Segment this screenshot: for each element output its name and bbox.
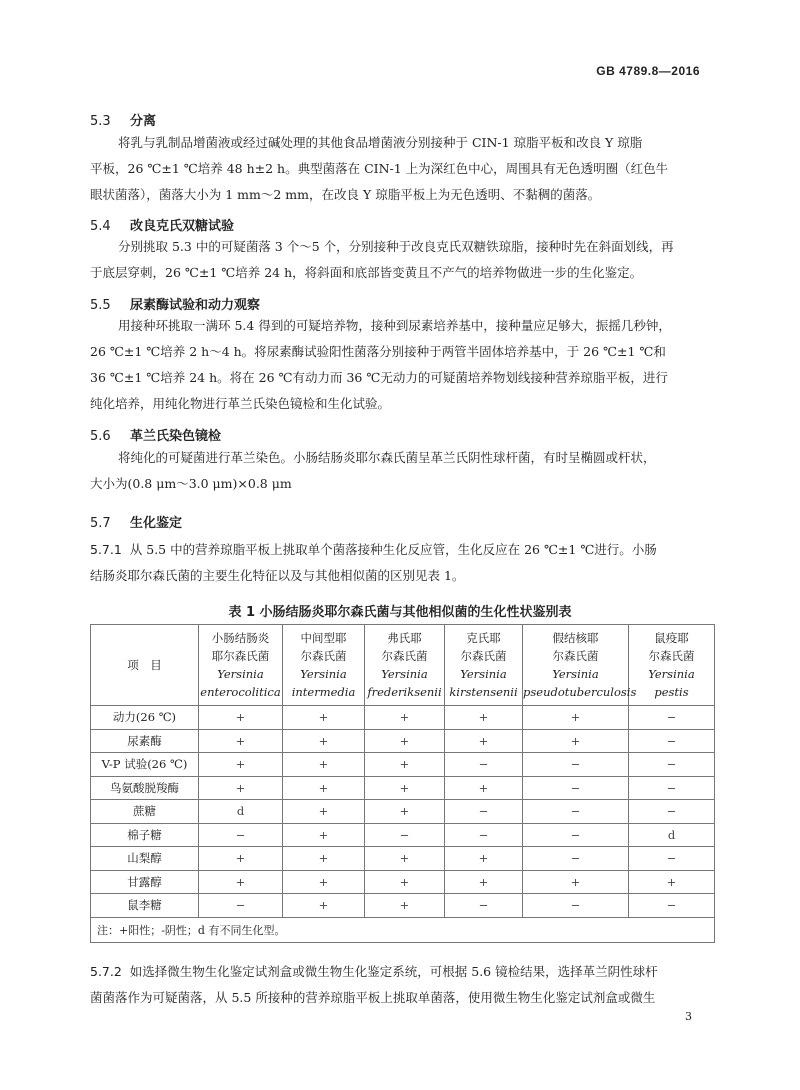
table-cell: + [365,894,445,918]
table-cell: − [199,894,283,918]
table-row [91,706,715,730]
section-number: 5.7 [90,516,111,531]
text-line: 纯化培养，用纯化物进行革兰氏染色镜检和生化试验。 [90,396,391,411]
row-label: 棉子糖 [91,823,199,847]
column-header: 鼠疫耶 尔森氏菌 Yersinia pestis [629,625,715,706]
section-5-5-body [90,313,714,417]
table-cell: + [283,776,365,800]
table-row [91,776,715,800]
table-cell: − [629,776,715,800]
table-cell: − [445,894,523,918]
table-cell: + [283,729,365,753]
page-number: 3 [685,1010,692,1023]
table-cell: + [199,706,283,730]
text-line: 将纯化的可疑菌进行革兰染色。小肠结肠炎耶尔森氏菌呈革兰氏阴性球杆菌，有时呈椭圆或杆状， [118,450,656,465]
table-cell: + [445,870,523,894]
section-5-3-body [90,130,714,208]
section-title: 尿素酶试验和动力观察 [130,298,261,313]
row-label: 蔗糖 [91,800,199,824]
table-cell: + [199,847,283,871]
table-cell: + [445,847,523,871]
subsection-number: 5.7.1 [90,542,122,557]
column-header: 弗氏耶 尔森氏菌 Yersinia frederiksenii [365,625,445,706]
table-cell: − [365,823,445,847]
section-5-7-heading [90,512,182,531]
standard-code: GB 4789.8—2016 [596,64,700,78]
text-line: 将乳与乳制品增菌液或经过碱处理的其他食品增菌液分别接种于 CIN-1 琼脂平板和改良 Y 琼脂 [118,135,643,150]
table-row [91,800,715,824]
row-label: 甘露醇 [91,870,199,894]
table-cell: − [629,894,715,918]
table-caption: 表 1 小肠结肠炎耶尔森氏菌与其他相似菌的生化性状鉴别表 [228,605,572,620]
text-line: 平板，26 ℃±1 ℃培养 48 h±2 h。典型菌落在 CIN-1 上为深红色中心，周围具有无色透明圈（红色牛 [90,161,669,176]
table-row [91,823,715,847]
table-note: 注：+阳性；-阴性；d 有不同生化型。 [91,917,715,942]
table-cell: + [199,870,283,894]
table-note-row [91,917,715,942]
table-cell: + [199,776,283,800]
table-cell: − [445,800,523,824]
table-cell: + [283,823,365,847]
text-line: 眼状菌落），菌落大小为 1 mm～2 mm，在改良 Y 琼脂平板上为无色透明、不黏稠的菌落。 [90,187,601,202]
section-5-5-heading [90,294,260,313]
table-cell: + [283,706,365,730]
section-5-7-1-body [90,537,714,589]
column-header: 克氏耶 尔森氏菌 Yersinia kirstensenii [445,625,523,706]
table-cell: − [629,706,715,730]
table-cell: − [629,729,715,753]
section-number: 5.5 [90,298,111,313]
section-number: 5.4 [90,219,111,234]
section-title: 革兰氏染色镜检 [130,429,222,444]
row-label: 尿素酶 [91,729,199,753]
text-line: 于底层穿刺，26 ℃±1 ℃培养 24 h，将斜面和底部皆变黄且不产气的培养物做进一步的生化鉴定。 [90,265,643,280]
table-cell: − [523,776,629,800]
table-row [91,870,715,894]
row-label: 鸟氨酸脱羧酶 [91,776,199,800]
table-row [91,729,715,753]
table-row [91,753,715,777]
text-line: 用接种环挑取一满环 5.4 得到的可疑培养物，接种到尿素培养基中，接种量应足够大，振摇几秒钟， [118,318,671,333]
table-cell: − [523,753,629,777]
section-number: 5.3 [90,114,111,129]
table-row [91,894,715,918]
text-line: 分别挑取 5.3 中的可疑菌落 3 个～5 个，分别接种于改良克氏双糖铁琼脂，接种时先在斜面划线，再 [118,239,674,254]
table-cell: + [365,800,445,824]
subsection-number: 5.7.2 [90,964,122,979]
section-5-6-heading [90,425,221,444]
table-cell: − [629,847,715,871]
item-header: 项 目 [91,625,199,706]
table-cell: + [283,847,365,871]
table-cell: + [445,776,523,800]
table-cell: + [445,706,523,730]
section-title: 生化鉴定 [130,516,183,531]
text-line: 大小为(0.8 μm～3.0 μm)×0.8 μm [90,476,292,491]
table-cell: − [445,753,523,777]
table-cell: + [283,753,365,777]
section-5-6-body [90,445,714,497]
table-cell: − [199,823,283,847]
biochemical-table [90,624,715,943]
section-5-4-heading [90,215,234,234]
text-line: 36 ℃±1 ℃培养 24 h。将在 26 ℃有动力而 36 ℃无动力的可疑菌培养物划线接种营养琼脂平板，进行 [90,370,668,385]
table-cell: + [445,729,523,753]
table-cell: − [629,800,715,824]
text-line: 如选择微生物生化鉴定试剂盒或微生物生化鉴定系统，可根据 5.6 镜检结果，选择革兰阴性球杆 [129,964,658,979]
table-cell: − [523,800,629,824]
table-cell: + [629,870,715,894]
column-header: 中间型耶 尔森氏菌 Yersinia intermedia [283,625,365,706]
table-cell: − [523,823,629,847]
row-label: 山梨醇 [91,847,199,871]
table-cell: − [523,894,629,918]
row-label: 鼠李糖 [91,894,199,918]
text-line: 菌菌落作为可疑菌落，从 5.5 所接种的营养琼脂平板上挑取单菌落，使用微生物生化鉴定试剂盒或微生 [90,990,656,1005]
table-cell: + [523,729,629,753]
table-cell: + [523,706,629,730]
table-cell: + [365,706,445,730]
text-line: 从 5.5 中的营养琼脂平板上挑取单个菌落接种生化反应管，生化反应在 26 ℃±1 ℃进行。小肠 [129,542,657,557]
table-cell: + [365,776,445,800]
table-cell: − [523,847,629,871]
table-cell: + [365,847,445,871]
table-cell: + [199,729,283,753]
table-cell: + [365,753,445,777]
table-cell: + [283,870,365,894]
table-cell: + [365,729,445,753]
row-label: V-P 试验(26 ℃) [91,753,199,777]
section-number: 5.6 [90,429,111,444]
table-row [91,847,715,871]
column-header: 小肠结肠炎 耶尔森氏菌 Yersinia enterocolitica [199,625,283,706]
table-cell: + [283,894,365,918]
section-5-4-body [90,234,714,286]
table-cell: + [523,870,629,894]
text-line: 26 ℃±1 ℃培养 2 h～4 h。将尿素酶试验阳性菌落分别接种于两管半固体培养基中，于 26 ℃±1 ℃和 [90,344,666,359]
section-title: 分离 [130,114,157,129]
table-header-row [91,625,715,706]
table-cell: + [199,753,283,777]
column-header: 假结核耶 尔森氏菌 Yersinia pseudotuberculosis [523,625,629,706]
table-cell: − [629,753,715,777]
table-cell: d [199,800,283,824]
table-cell: d [629,823,715,847]
text-line: 结肠炎耶尔森氏菌的主要生化特征以及与其他相似菌的区别见表 1。 [90,568,465,583]
section-5-7-2-body [90,959,714,1011]
table-cell: + [283,800,365,824]
section-5-3-heading [90,110,156,129]
table-cell: − [445,823,523,847]
table-cell: + [365,870,445,894]
section-title: 改良克氏双糖试验 [130,219,235,234]
row-label: 动力(26 ℃) [91,706,199,730]
